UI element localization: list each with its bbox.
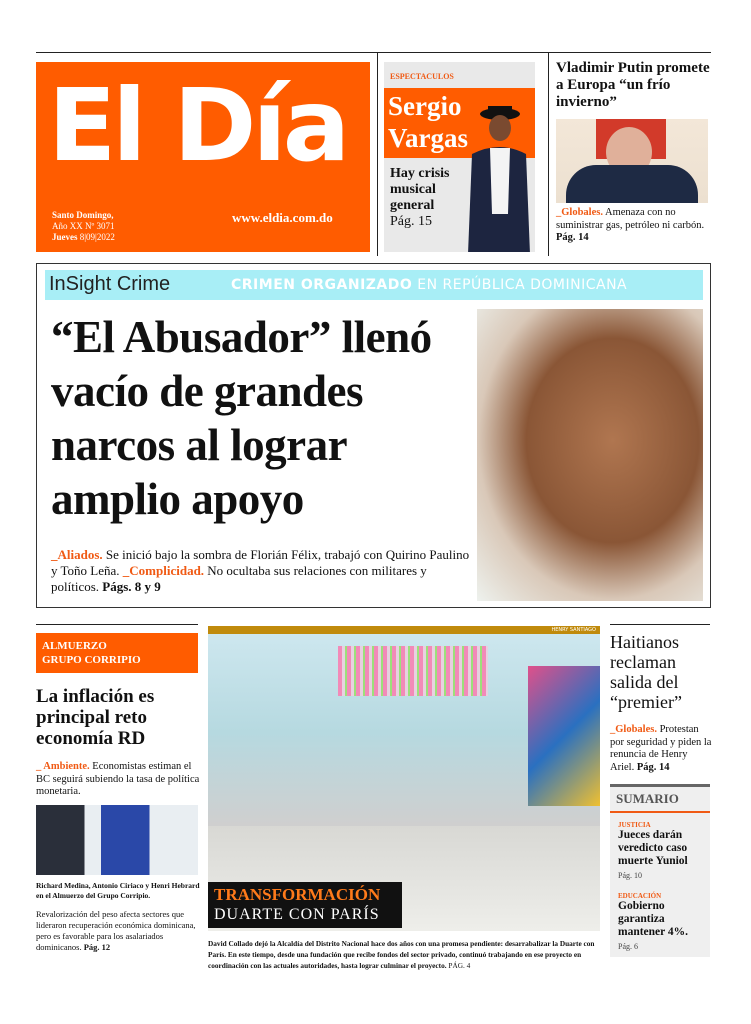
topic-label: CRIMEN ORGANIZADO EN REPÚBLICA DOMINICANA <box>231 277 628 293</box>
column-divider <box>377 52 378 256</box>
haiti-story[interactable] <box>610 632 712 774</box>
almuerzo-label: ALMUERZO GRUPO CORRIPIO <box>36 633 198 673</box>
main-headline: “El Abusador” llenó vacío de grandes narcos al lograr amplio apoyo <box>51 312 432 524</box>
right-column <box>610 632 712 957</box>
headline: Vladimir Putin promete a Europa “un frío invierno” <box>556 60 710 110</box>
story-text: Revalorización del peso afecta sectores que lideraron recuperación económica dominicana, pero es favorable para los asalariados dominicanos. Pág. 12 <box>36 908 196 952</box>
sumario-title: SUMARIO <box>610 787 710 813</box>
masthead[interactable] <box>36 62 370 252</box>
sumario-item[interactable] <box>610 892 710 951</box>
duarte-photo[interactable] <box>208 626 600 931</box>
teaser-text <box>390 166 466 230</box>
top-rule <box>36 52 711 53</box>
website-link[interactable]: www.eldia.com.do <box>232 210 333 225</box>
headline: La inflación es principal reto economía RD <box>36 686 155 749</box>
column-divider <box>548 52 549 256</box>
el-abusador-photo <box>477 309 703 601</box>
item-headline: Gobierno garantiza mantener 4%. <box>618 900 689 938</box>
main-story[interactable] <box>36 263 711 608</box>
issue-info <box>52 210 115 243</box>
divider <box>36 624 198 625</box>
putin-story[interactable] <box>556 60 712 258</box>
insight-crime-logo: InSight Crime <box>49 273 171 295</box>
summary: _Globales. Amenaza con no suministrar gas, petróleo ni carbón. Pág. 14 <box>556 207 705 243</box>
main-summary: _Aliados. Se inició bajo la sombra de Florián Félix, trabajó con Quirino Paulino y Toño Leña. _Complicidad. No ocultaba sus relaciones con militares y políticos. Págs. 8 y 9 <box>51 547 470 594</box>
photo-caption: Richard Medina, Antonio Ciriaco y Henri Hebrard en el Almuerzo del Grupo Corripio. <box>36 880 200 900</box>
teaser-name: Sergio Vargas <box>388 91 469 153</box>
sumario-box <box>610 784 710 957</box>
section-label: ESPECTACULOS <box>390 72 454 81</box>
weekday: Jueves <box>52 232 78 242</box>
espectaculos-teaser[interactable] <box>384 62 535 252</box>
photo-title: TRANSFORMACIÓN DUARTE CON PARÍS <box>208 882 402 928</box>
teaser-headline: Hay crisis musical general <box>390 166 450 213</box>
item-section: EDUCACIÓN <box>618 892 662 900</box>
insight-crime-banner <box>45 270 703 300</box>
summary: _ Ambiente. Economistas estiman el BC seguirá subiendo la tasa de política monetaria. <box>36 761 200 797</box>
sumario-item[interactable] <box>610 821 710 880</box>
summary: _Globales. Protestan por seguridad y piden la renuncia de Henry Ariel. Pág. 14 <box>610 724 712 773</box>
city: Santo Domingo, <box>52 210 114 220</box>
item-page: Pág. 10 <box>618 871 642 880</box>
divider <box>610 624 710 625</box>
sergio-vargas-photo <box>464 104 530 252</box>
duarte-caption: David Collado dejó la Alcaldía del Distrito Nacional hace dos años con una promesa pendiente: desarrabalizar la Duarte con París. En este tiempo, desde una fundación que recibe fondos del sector privado, continuó trabajando en ese proyecto en coordinación con las actuales autoridades, hasta lograr culminar el proyecto. PÁG. 4 <box>208 939 595 970</box>
item-section: JUSTICIA <box>618 821 651 829</box>
date: 8|09|2022 <box>79 232 115 242</box>
item-headline: Jueces darán veredicto caso muerte Yuniol <box>618 829 688 867</box>
headline: Haitianos reclaman salida del “premier” <box>610 632 682 712</box>
page-ref: Pág. 15 <box>390 214 432 229</box>
inflation-story[interactable] <box>36 686 200 953</box>
almuerzo-photo <box>36 805 198 875</box>
issue-number: Año XX Nº 3071 <box>52 221 115 231</box>
putin-photo <box>556 119 708 203</box>
photo-credit: HENRY SANTIAGO <box>208 626 600 634</box>
logo: El Día <box>48 67 347 184</box>
item-page: Pág. 6 <box>618 942 638 951</box>
